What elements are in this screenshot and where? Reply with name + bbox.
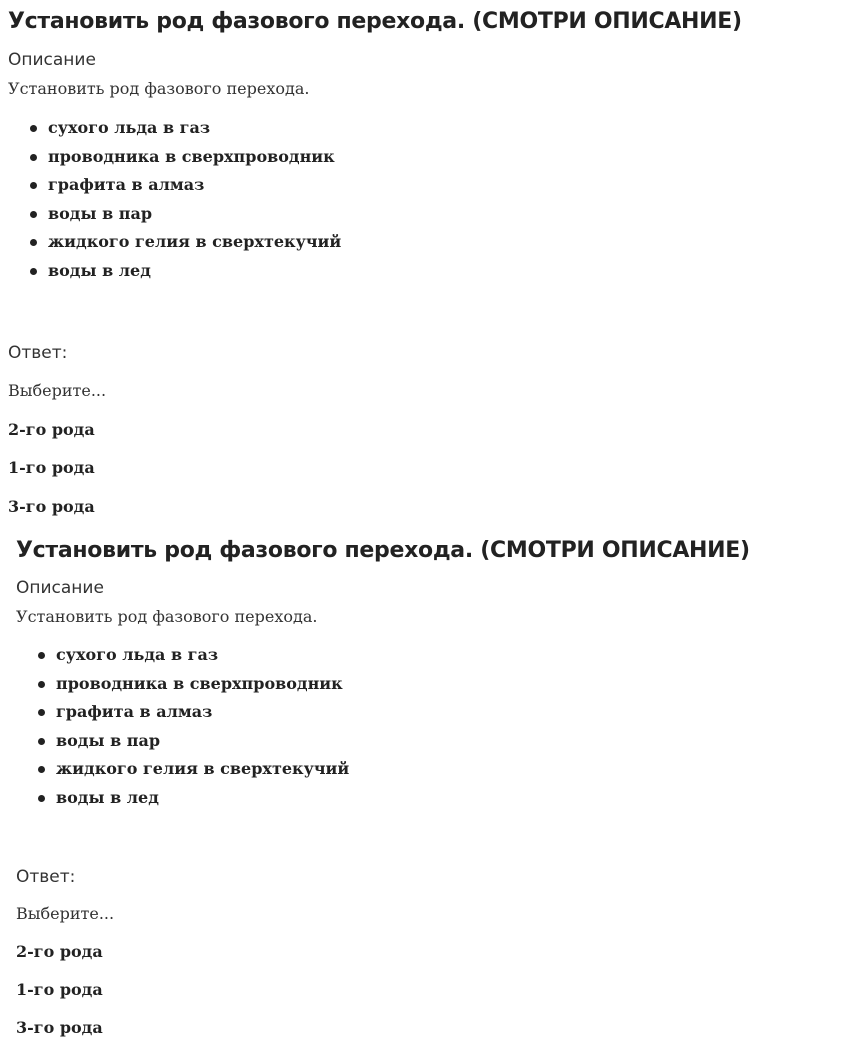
transition-text: проводника в сверхпроводник (48, 146, 335, 166)
transition-text: сухого льда в газ (48, 118, 211, 137)
transition-text: воды в пар (56, 730, 161, 750)
transition-text: графита в алмаз (48, 175, 205, 195)
list-item (38, 670, 349, 699)
question-title: Установить род фазового перехода. (СМОТРИ ОПИСАНИЕ) (8, 9, 742, 34)
bullet-icon (38, 709, 45, 716)
list-item (38, 698, 349, 727)
list-item (38, 641, 349, 670)
bullet-icon (38, 681, 45, 688)
answer-label: Ответ: (8, 343, 68, 363)
transition-text: воды в лед (56, 787, 159, 807)
answer-option[interactable]: 1-го рода (16, 980, 103, 999)
transition-text: сухого льда в газ (56, 645, 219, 664)
description-label: Описание (16, 578, 104, 598)
bullet-icon (30, 125, 37, 132)
bullet-icon (38, 738, 45, 745)
transition-text: проводника в сверхпроводник (56, 673, 343, 693)
answer-select[interactable]: Выберите... (8, 381, 107, 400)
transition-text: графита в алмаз (56, 702, 213, 722)
bullet-icon (30, 239, 37, 246)
list-item (30, 171, 341, 200)
bullet-icon (38, 652, 45, 659)
list-item (30, 257, 341, 286)
transition-text: жидкого гелия в сверхтекучий (56, 759, 350, 779)
answer-select[interactable]: Выберите... (16, 904, 115, 923)
answer-option[interactable]: 2-го рода (8, 420, 95, 439)
list-item (38, 784, 349, 813)
list-item (30, 143, 341, 172)
bullet-icon (30, 182, 37, 189)
answer-option[interactable]: 3-го рода (8, 497, 95, 516)
transition-list (38, 641, 349, 813)
list-item (38, 727, 349, 756)
answer-label: Ответ: (16, 867, 76, 887)
list-item (38, 755, 349, 784)
bullet-icon (38, 766, 45, 773)
bullet-icon (38, 795, 45, 802)
description-text: Установить род фазового перехода. (16, 607, 318, 626)
transition-text: воды в пар (48, 203, 153, 223)
list-item (30, 228, 341, 257)
description-label: Описание (8, 50, 96, 70)
list-item (30, 200, 341, 229)
answer-option[interactable]: 2-го рода (16, 942, 103, 961)
bullet-icon (30, 211, 37, 218)
bullet-icon (30, 268, 37, 275)
description-text: Установить род фазового перехода. (8, 79, 310, 98)
bullet-icon (30, 154, 37, 161)
answer-option[interactable]: 1-го рода (8, 458, 95, 477)
transition-list (30, 114, 341, 286)
transition-text: воды в лед (48, 260, 151, 280)
transition-text: жидкого гелия в сверхтекучий (48, 232, 342, 252)
list-item (30, 114, 341, 143)
answer-option[interactable]: 3-го рода (16, 1018, 103, 1037)
question-title: Установить род фазового перехода. (СМОТРИ ОПИСАНИЕ) (16, 538, 750, 563)
